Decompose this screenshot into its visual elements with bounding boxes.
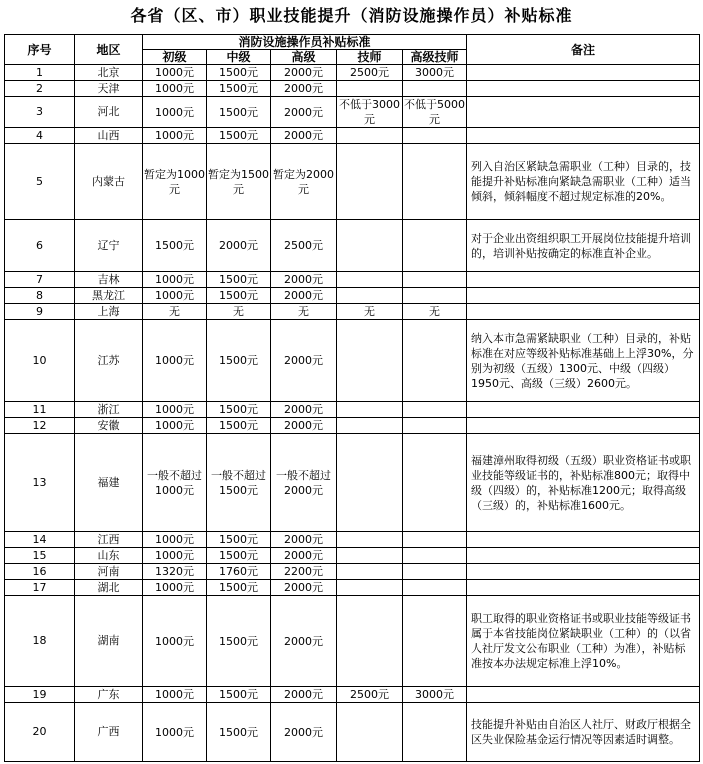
cell-senior: 2000元 — [271, 65, 337, 81]
cell-intermediate: 1500元 — [207, 418, 271, 434]
cell-senior-technician — [403, 596, 467, 687]
cell-primary: 1000元 — [143, 288, 207, 304]
cell-technician: 不低于3000元 — [337, 97, 403, 128]
cell-technician: 2500元 — [337, 65, 403, 81]
cell-technician — [337, 703, 403, 762]
cell-primary: 1000元 — [143, 320, 207, 402]
cell-region: 浙江 — [75, 402, 143, 418]
cell-notes: 技能提升补贴由自治区人社厅、财政厅根据全区失业保险基金运行情况等因素适时调整。 — [467, 703, 700, 762]
cell-region: 江苏 — [75, 320, 143, 402]
cell-intermediate: 无 — [207, 304, 271, 320]
cell-notes — [467, 564, 700, 580]
cell-technician — [337, 81, 403, 97]
table-row — [5, 596, 700, 687]
cell-notes — [467, 418, 700, 434]
cell-senior-technician — [403, 81, 467, 97]
cell-senior: 2000元 — [271, 596, 337, 687]
cell-technician — [337, 434, 403, 532]
table-row — [5, 580, 700, 596]
table-header — [5, 35, 700, 65]
header-seq: 序号 — [5, 35, 75, 65]
cell-technician — [337, 532, 403, 548]
cell-primary: 1000元 — [143, 703, 207, 762]
table-row — [5, 65, 700, 81]
cell-notes — [467, 288, 700, 304]
header-intermediate: 中级 — [207, 50, 271, 65]
cell-intermediate: 1500元 — [207, 402, 271, 418]
cell-senior-technician — [403, 144, 467, 220]
cell-seq: 2 — [5, 81, 75, 97]
cell-intermediate: 1500元 — [207, 320, 271, 402]
cell-notes — [467, 580, 700, 596]
cell-primary: 一般不超过1000元 — [143, 434, 207, 532]
cell-senior: 2000元 — [271, 402, 337, 418]
cell-notes: 纳入本市急需紧缺职业（工种）目录的，补贴标准在对应等级补贴标准基础上上浮30%，分别为初级（五级）1300元、中级（四级）1950元、高级（三级）2600元。 — [467, 320, 700, 402]
cell-notes — [467, 81, 700, 97]
cell-senior: 2000元 — [271, 97, 337, 128]
cell-seq: 6 — [5, 220, 75, 272]
cell-seq: 4 — [5, 128, 75, 144]
cell-seq: 13 — [5, 434, 75, 532]
page-title: 各省（区、市）职业技能提升（消防设施操作员）补贴标准 — [130, 6, 573, 25]
cell-notes: 职工取得的职业资格证书或职业技能等级证书属于本省技能岗位紧缺职业（工种）的（以省人社厅发文公布职业（工种）为准），补贴标准按本办法规定标准上浮10%。 — [467, 596, 700, 687]
cell-technician — [337, 272, 403, 288]
cell-senior-technician — [403, 548, 467, 564]
cell-region: 福建 — [75, 434, 143, 532]
cell-technician — [337, 564, 403, 580]
cell-technician: 无 — [337, 304, 403, 320]
cell-primary: 1000元 — [143, 97, 207, 128]
cell-senior: 2200元 — [271, 564, 337, 580]
table-row — [5, 144, 700, 220]
cell-senior: 2000元 — [271, 418, 337, 434]
cell-intermediate: 2000元 — [207, 220, 271, 272]
cell-senior-technician — [403, 434, 467, 532]
cell-seq: 1 — [5, 65, 75, 81]
cell-senior-technician — [403, 320, 467, 402]
cell-intermediate: 1500元 — [207, 596, 271, 687]
subsidy-table — [4, 34, 700, 762]
cell-senior: 2000元 — [271, 128, 337, 144]
cell-seq: 16 — [5, 564, 75, 580]
cell-seq: 14 — [5, 532, 75, 548]
cell-region: 广东 — [75, 687, 143, 703]
cell-region: 辽宁 — [75, 220, 143, 272]
cell-seq: 8 — [5, 288, 75, 304]
cell-region: 河北 — [75, 97, 143, 128]
cell-notes: 对于企业出资组织职工开展岗位技能提升培训的，培训补贴按确定的标准直补企业。 — [467, 220, 700, 272]
cell-region: 山西 — [75, 128, 143, 144]
cell-senior-technician: 不低于5000元 — [404, 98, 465, 126]
table-row — [5, 548, 700, 564]
cell-senior-technician — [403, 580, 467, 596]
header-region: 地区 — [75, 35, 143, 65]
cell-intermediate: 一般不超过1500元 — [207, 434, 271, 532]
cell-intermediate: 1500元 — [207, 288, 271, 304]
cell-technician — [337, 128, 403, 144]
cell-senior: 无 — [271, 304, 337, 320]
cell-seq: 9 — [5, 304, 75, 320]
table-row — [5, 320, 700, 402]
cell-region: 黑龙江 — [75, 288, 143, 304]
cell-intermediate: 1500元 — [207, 128, 271, 144]
cell-seq: 12 — [5, 418, 75, 434]
cell-senior: 2000元 — [271, 532, 337, 548]
cell-region: 吉林 — [75, 272, 143, 288]
cell-primary: 1000元 — [143, 65, 207, 81]
cell-seq: 20 — [5, 703, 75, 762]
cell-senior-technician — [403, 220, 467, 272]
cell-seq: 11 — [5, 402, 75, 418]
table-row — [5, 564, 700, 580]
cell-seq: 5 — [5, 144, 75, 220]
cell-notes — [467, 97, 700, 128]
cell-intermediate: 1500元 — [207, 703, 271, 762]
cell-notes: 福建漳州取得初级（五级）职业资格证书或职业技能等级证书的，补贴标准800元；取得中级（四级）的，补贴标准1200元；取得高级（三级）的，补贴标准1600元。 — [467, 434, 700, 532]
cell-technician — [337, 596, 403, 687]
table-body — [5, 65, 700, 762]
cell-technician — [337, 320, 403, 402]
cell-notes — [467, 548, 700, 564]
cell-seq: 3 — [5, 97, 75, 128]
cell-notes — [467, 532, 700, 548]
cell-region: 湖北 — [75, 580, 143, 596]
cell-region: 江西 — [75, 532, 143, 548]
table-row — [5, 434, 700, 532]
cell-senior-technician — [403, 703, 467, 762]
table-row — [5, 402, 700, 418]
cell-technician: 2500元 — [337, 687, 403, 703]
cell-region: 湖南 — [75, 596, 143, 687]
cell-senior: 2000元 — [271, 81, 337, 97]
cell-notes — [467, 128, 700, 144]
cell-seq: 10 — [5, 320, 75, 402]
cell-intermediate: 1500元 — [207, 65, 271, 81]
cell-notes: 列入自治区紧缺急需职业（工种）目录的，技能提升补贴标准向紧缺急需职业（工种）适当倾斜，倾斜幅度不超过规定标准的20%。 — [467, 144, 700, 220]
cell-primary: 1000元 — [143, 128, 207, 144]
header-primary: 初级 — [143, 50, 207, 65]
cell-seq: 19 — [5, 687, 75, 703]
cell-region: 河南 — [75, 564, 143, 580]
cell-primary: 1500元 — [143, 220, 207, 272]
cell-primary: 1000元 — [143, 687, 207, 703]
cell-primary: 1000元 — [143, 548, 207, 564]
cell-intermediate: 1500元 — [207, 532, 271, 548]
cell-primary: 1000元 — [143, 272, 207, 288]
table-row — [5, 703, 700, 762]
cell-seq: 7 — [5, 272, 75, 288]
table-row — [5, 418, 700, 434]
cell-technician — [337, 220, 403, 272]
cell-senior-technician — [403, 532, 467, 548]
cell-seq: 18 — [5, 596, 75, 687]
cell-senior: 2000元 — [271, 580, 337, 596]
cell-senior-technician — [403, 402, 467, 418]
cell-senior-technician — [403, 564, 467, 580]
cell-technician — [337, 288, 403, 304]
cell-senior: 一般不超过2000元 — [271, 434, 337, 532]
cell-primary: 1320元 — [143, 564, 207, 580]
table-row — [5, 304, 700, 320]
header-technician: 技师 — [337, 50, 403, 65]
header-senior: 高级 — [271, 50, 337, 65]
table-row — [5, 288, 700, 304]
cell-region: 内蒙古 — [75, 144, 143, 220]
cell-seq: 17 — [5, 580, 75, 596]
cell-senior-technician — [403, 288, 467, 304]
cell-intermediate: 1500元 — [207, 97, 271, 128]
cell-region: 广西 — [75, 703, 143, 762]
cell-notes — [467, 687, 700, 703]
cell-senior-technician — [403, 128, 467, 144]
cell-senior: 2000元 — [271, 288, 337, 304]
cell-primary: 1000元 — [143, 402, 207, 418]
cell-intermediate: 暂定为1500元 — [207, 144, 271, 220]
cell-intermediate: 1500元 — [207, 580, 271, 596]
table-row — [5, 272, 700, 288]
cell-region: 北京 — [75, 65, 143, 81]
cell-primary: 1000元 — [143, 532, 207, 548]
cell-region: 安徽 — [75, 418, 143, 434]
cell-region: 天津 — [75, 81, 143, 97]
cell-primary: 无 — [143, 304, 207, 320]
cell-senior-technician — [403, 418, 467, 434]
table-row — [5, 687, 700, 703]
cell-intermediate: 1500元 — [207, 548, 271, 564]
cell-senior: 2000元 — [271, 320, 337, 402]
cell-intermediate: 1500元 — [207, 81, 271, 97]
cell-notes — [467, 304, 700, 320]
cell-primary: 暂定为1000元 — [143, 144, 207, 220]
cell-primary: 1000元 — [143, 596, 207, 687]
cell-technician — [337, 580, 403, 596]
cell-notes — [467, 402, 700, 418]
cell-senior-technician: 3000元 — [403, 687, 467, 703]
cell-notes — [467, 65, 700, 81]
cell-senior: 2500元 — [271, 220, 337, 272]
cell-technician — [337, 418, 403, 434]
cell-technician — [337, 144, 403, 220]
cell-intermediate: 1500元 — [207, 687, 271, 703]
table-row — [5, 532, 700, 548]
cell-technician — [337, 402, 403, 418]
cell-senior-technician: 无 — [403, 304, 467, 320]
table-row — [5, 220, 700, 272]
cell-technician — [337, 548, 403, 564]
header-notes: 备注 — [467, 35, 700, 65]
table-row — [5, 128, 700, 144]
cell-notes — [467, 272, 700, 288]
cell-primary: 1000元 — [143, 418, 207, 434]
cell-region: 上海 — [75, 304, 143, 320]
table-row — [5, 97, 700, 128]
cell-region: 山东 — [75, 548, 143, 564]
cell-senior-technician — [403, 272, 467, 288]
cell-intermediate: 1500元 — [207, 272, 271, 288]
cell-primary: 1000元 — [143, 580, 207, 596]
cell-senior: 暂定为2000元 — [271, 144, 337, 220]
cell-senior: 2000元 — [271, 687, 337, 703]
table-row — [5, 81, 700, 97]
cell-senior: 2000元 — [271, 703, 337, 762]
cell-seq: 15 — [5, 548, 75, 564]
cell-senior: 2000元 — [271, 548, 337, 564]
cell-senior: 2000元 — [271, 272, 337, 288]
header-senior-technician: 高级技师 — [403, 50, 467, 65]
cell-senior-technician: 3000元 — [403, 65, 467, 81]
header-group: 消防设施操作员补贴标准 — [143, 35, 467, 50]
cell-primary: 1000元 — [143, 81, 207, 97]
cell-intermediate: 1760元 — [207, 564, 271, 580]
